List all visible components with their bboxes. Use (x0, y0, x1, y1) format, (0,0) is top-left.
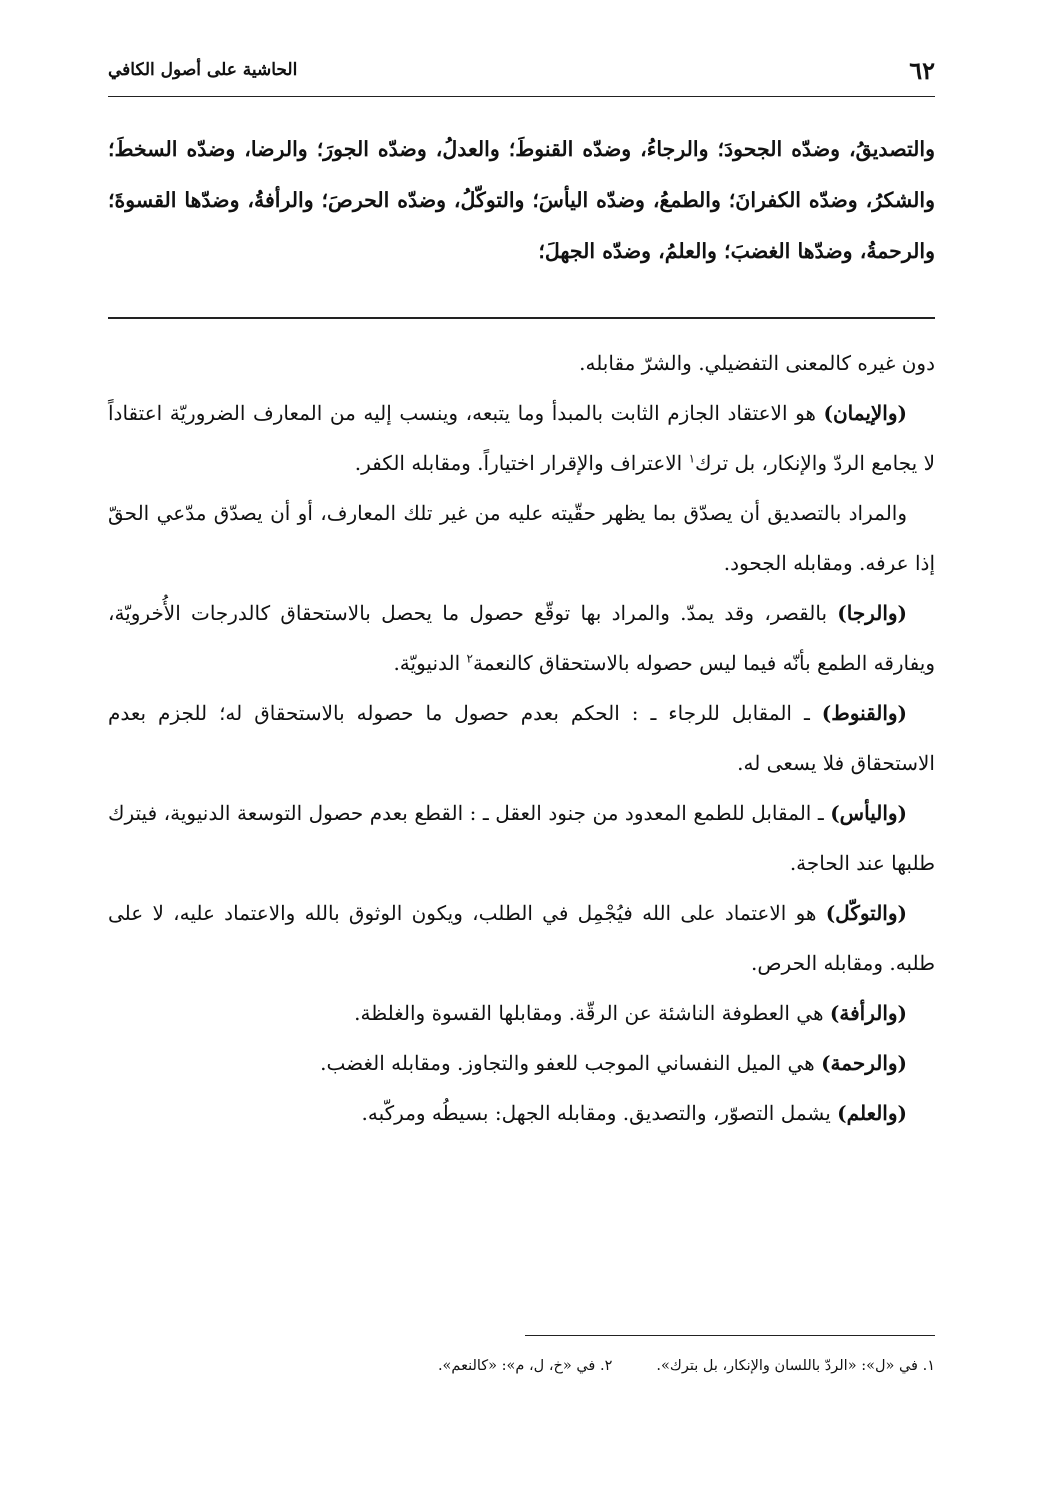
term-heading: (والعلم) (837, 1101, 907, 1125)
paragraph-text: الاعتراف والإقرار اختياراً. ومقابله الكفر. (354, 451, 689, 475)
running-title: الحاشية على أصول الكافي (108, 60, 298, 80)
commentary-paragraph (108, 1088, 935, 1138)
commentary-paragraph (108, 588, 935, 688)
commentary-paragraph (108, 888, 935, 988)
commentary-paragraph (108, 688, 935, 788)
paragraph-text: هو الاعتقاد الجازم الثابت بالمبدأ وما يتبعه، وينسب إليه من المعارف الضروريّة اعتقاداً لا يجامع الردّ والإنكار، بل ترك (108, 401, 935, 475)
paragraph-text: بالقصر، وقد يمدّ. والمراد بها توقّع حصول ما يحصل بالاستحقاق كالدرجات الأُخرويّة، ويفارقه الطمع بأنّه فيما ليس حصوله بالاستحقاق كالنعمة (108, 601, 935, 675)
paragraph-text: هي العطوفة الناشئة عن الرقّة. ومقابلها القسوة والغلظة. (354, 1001, 830, 1025)
paragraph-text: ـ المقابل للرجاء ـ : الحكم بعدم حصول ما حصوله بالاستحقاق له؛ للجزم بعدم الاستحقاق فلا يسعى له. (108, 701, 935, 775)
term-heading: (والإيمان) (823, 401, 907, 425)
footnote-marker: ٢ (466, 651, 473, 666)
paragraph-text: والمراد بالتصديق أن يصدّق بما يظهر حقّيته عليه من غير تلك المعارف، أو أن يصدّق مدّعي الحقّ إذا عرفه. ومقابله الجحود. (108, 501, 935, 575)
commentary-paragraph (108, 488, 935, 588)
term-heading: (والرحمة) (821, 1051, 907, 1075)
paragraph-text: هو الاعتماد على الله فيُجْمِل في الطلب، ويكون الوثوق بالله والاعتماد عليه، لا على طلبه. ومقابله الحرص. (108, 901, 935, 975)
term-heading: (والرأفة) (829, 1001, 907, 1025)
term-heading: (والرجا) (837, 601, 907, 625)
paragraph-text: يشمل التصوّر، والتصديق. ومقابله الجهل: بسيطُه ومركّبه. (361, 1101, 838, 1125)
paragraph-text: دون غيره كالمعنى التفضيلي. والشرّ مقابله. (579, 351, 935, 375)
commentary-paragraph (108, 788, 935, 888)
footnote-1: ١. في «ل»: «الردّ باللسان والإنكار، بل بترك». (656, 1358, 935, 1374)
commentary-paragraph (108, 1038, 935, 1088)
header-rule (108, 96, 935, 97)
main-hadith-text: والتصديقُ، وضدّه الجحودَ؛ والرجاءُ، وضدّه القنوطَ؛ والعدلُ، وضدّه الجورَ؛ والرضا، وضدّه السخطَ؛ والشكرُ، وضدّه الكفرانَ؛ والطمعُ، وضدّه اليأسَ؛ والتوكّلُ، وضدّه الحرصَ؛ والرأفةُ، وضدّها القسوةَ؛ والرحمةُ، وضدّها الغضبَ؛ والعلمُ، وضدّه الجهلَ؛ (108, 137, 935, 263)
text-separator-rule (108, 317, 935, 319)
term-heading: (والتوكّل) (825, 901, 907, 925)
page-number: ٦٢ (909, 55, 935, 85)
commentary-paragraph (108, 988, 935, 1038)
term-heading: (واليأس) (830, 801, 907, 825)
paragraph-text: هي الميل النفساني الموجب للعفو والتجاوز. ومقابله الغضب. (320, 1051, 822, 1075)
commentary-paragraph (108, 338, 935, 388)
paragraph-text: ـ المقابل للطمع المعدود من جنود العقل ـ : القطع بعدم حصول التوسعة الدنيوية، فيترك طلبها عند الحاجة. (108, 801, 935, 875)
page-header (108, 52, 935, 88)
commentary-paragraph (108, 388, 935, 488)
footnote-marker: ١ (688, 451, 696, 466)
paragraph-text: الدنيويّة. (393, 651, 467, 675)
term-heading: (والقنوط) (821, 701, 907, 725)
commentary-text (108, 338, 935, 1138)
footnote-rule (525, 1335, 935, 1336)
footnotes (108, 1358, 935, 1374)
footnote-2: ٢. في «خ، ل، م»: «كالنعم». (437, 1358, 613, 1374)
